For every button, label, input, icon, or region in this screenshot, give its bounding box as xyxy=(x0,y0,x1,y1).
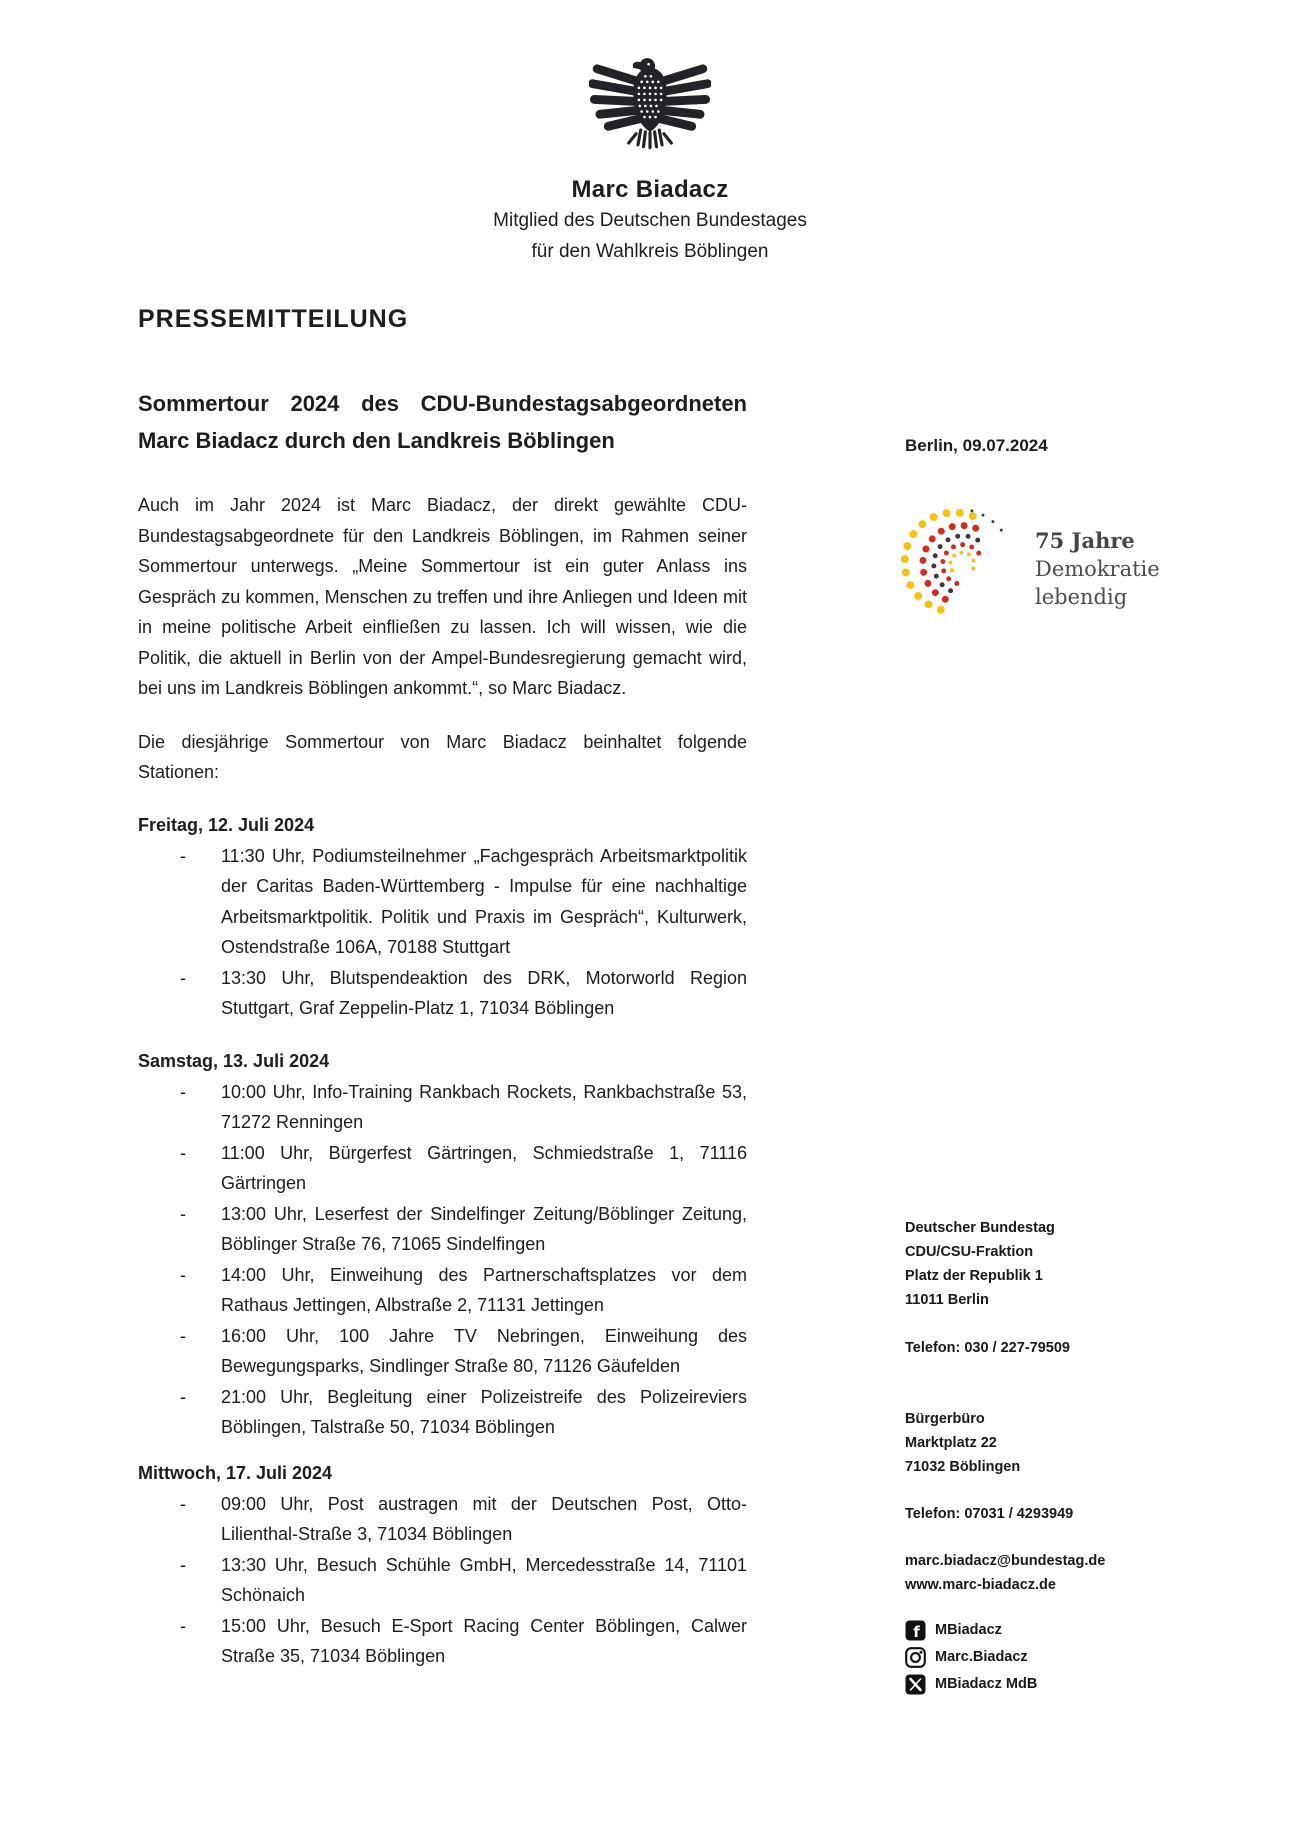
dateline: Berlin, 09.07.2024 xyxy=(905,436,1048,455)
document-title-line2: Marc Biadacz durch den Landkreis Böblingen xyxy=(138,428,615,453)
address-line: CDU/CSU-Fraktion xyxy=(905,1244,1034,1260)
document-title xyxy=(138,385,747,459)
address-line: Platz der Republik 1 xyxy=(905,1268,1043,1284)
schedule-section-friday xyxy=(138,810,747,1024)
social-handle: Marc.Biadacz xyxy=(935,1649,1028,1665)
agenda-item: - 10:00 Uhr, Info-Training Rankbach Rockets, Rankbachstraße 53, 71272 Renningen xyxy=(138,1077,747,1138)
address-bundestag xyxy=(905,1216,1055,1312)
phone-berlin: Telefon: 030 / 227-79509 xyxy=(905,1340,1070,1356)
schedule-section-saturday xyxy=(138,1046,747,1443)
instagram-icon xyxy=(905,1647,926,1668)
social-links xyxy=(905,1620,1037,1701)
author-district: für den Wahlkreis Böblingen xyxy=(531,241,769,262)
contact-links xyxy=(905,1550,1105,1597)
address-buergerbuero xyxy=(905,1407,1020,1479)
logo-75-line2: Demokratie xyxy=(1035,557,1160,581)
intro-paragraph: Auch im Jahr 2024 ist Marc Biadacz, der direkt gewählte CDU-Bundestagsabgeordnete für den Landkreis Böblingen, im Rahmen seiner Sommertour unterwegs. „Meine Sommertour ist ein guter Anlass ins Gespräch zu kommen, Menschen zu treffen und ihre Anliegen und Ideen mit in meine politische Arbeit einfließen zu lassen. Ich will wissen, wie die Politik, die aktuell in Berlin von der Ampel-Bundesregierung gemacht wird, bei uns im Landkreis Böblingen ankommt.“, so Marc Biadacz. xyxy=(138,495,747,698)
agenda-item: - 15:00 Uhr, Besuch E-Sport Racing Center Böblingen, Calwer Straße 35, 71034 Böblingen xyxy=(138,1611,747,1672)
agenda-item: - 13:00 Uhr, Leserfest der Sindelfinger Zeitung/Böblinger Zeitung, Böblinger Straße 76, 71065 Sindelfingen xyxy=(138,1199,747,1260)
kicker-pressemitteilung: PRESSEMITTEILUNG xyxy=(138,305,409,333)
agenda-item: - 09:00 Uhr, Post austragen mit der Deutschen Post, Otto-Lilienthal-Straße 3, 71034 Böblingen xyxy=(138,1489,747,1550)
phone-boeblingen: Telefon: 07031 / 4293949 xyxy=(905,1506,1074,1522)
day-heading: Mittwoch, 17. Juli 2024 xyxy=(138,1462,333,1483)
agenda-list xyxy=(138,1489,747,1672)
agenda-item: - 16:00 Uhr, 100 Jahre TV Nebringen, Einweihung des Bewegungsparks, Sindlinger Straße 80, 71126 Gäufelden xyxy=(138,1321,747,1382)
schedule-section-wednesday xyxy=(138,1458,747,1672)
letterhead xyxy=(0,54,1300,267)
document-title-line1: Sommertour 2024 des CDU-Bundestagsabgeordneten xyxy=(138,391,747,416)
stations-paragraph: Die diesjährige Sommertour von Marc Biadacz beinhaltet folgende Stationen: xyxy=(138,731,747,782)
bundestag-eagle-icon xyxy=(589,54,711,156)
svg-text:f: f xyxy=(913,1623,920,1641)
address-line: Bürgerbüro xyxy=(905,1411,985,1427)
agenda-list xyxy=(138,1077,747,1443)
agenda-item: - 21:00 Uhr, Begleitung einer Polizeistreife des Polizeireviers Böblingen, Talstraße 50, 71034 Böblingen xyxy=(138,1382,747,1443)
author-name: Marc Biadacz xyxy=(571,176,729,203)
democracy-dots-swirl-icon xyxy=(901,499,1015,633)
logo-75-line1: 75 Jahre xyxy=(1035,528,1135,553)
social-x[interactable] xyxy=(905,1674,1037,1695)
logo-75-jahre-demokratie xyxy=(901,499,1160,633)
main-column xyxy=(138,303,747,1672)
website-url[interactable]: www.marc-biadacz.de xyxy=(905,1576,1056,1593)
address-line: 11011 Berlin xyxy=(905,1292,989,1308)
logo-75-text xyxy=(1035,527,1160,633)
author-role: Mitglied des Deutschen Bundestages xyxy=(493,210,807,231)
agenda-item: - 11:30 Uhr, Podiumsteilnehmer „Fachgespräch Arbeitsmarktpolitik der Caritas Baden-Württemberg - Impulse für eine nachhaltige Arbeitsmarktpolitik. Politik und Praxis im Gespräch“, Kulturwerk, Ostendstraße 106A, 70188 Stuttgart xyxy=(138,841,747,963)
agenda-item: - 13:30 Uhr, Besuch Schühle GmbH, Mercedesstraße 14, 71101 Schönaich xyxy=(138,1550,747,1611)
social-instagram[interactable] xyxy=(905,1647,1037,1668)
agenda-item: - 11:00 Uhr, Bürgerfest Gärtringen, Schmiedstraße 1, 71116 Gärtringen xyxy=(138,1138,747,1199)
agenda-item: - 13:30 Uhr, Blutspendeaktion des DRK, Motorworld Region Stuttgart, Graf Zeppelin-Platz 1, 71034 Böblingen xyxy=(138,963,747,1024)
address-line: Marktplatz 22 xyxy=(905,1435,997,1451)
social-handle: MBiadacz MdB xyxy=(935,1676,1038,1692)
social-facebook[interactable] xyxy=(905,1620,1037,1641)
x-twitter-icon xyxy=(905,1674,926,1695)
address-line: Deutscher Bundestag xyxy=(905,1220,1055,1236)
agenda-item: - 14:00 Uhr, Einweihung des Partnerschaftsplatzes vor dem Rathaus Jettingen, Albstraße 2, 71131 Jettingen xyxy=(138,1260,747,1321)
address-line: 71032 Böblingen xyxy=(905,1459,1021,1475)
facebook-icon xyxy=(905,1620,926,1641)
day-heading: Samstag, 13. Juli 2024 xyxy=(138,1050,330,1071)
email-address[interactable]: marc.biadacz@bundestag.de xyxy=(905,1553,1106,1569)
day-heading: Freitag, 12. Juli 2024 xyxy=(138,814,315,835)
social-handle: MBiadacz xyxy=(935,1622,1002,1638)
agenda-list xyxy=(138,841,747,1024)
logo-75-line3: lebendig xyxy=(1035,585,1128,609)
